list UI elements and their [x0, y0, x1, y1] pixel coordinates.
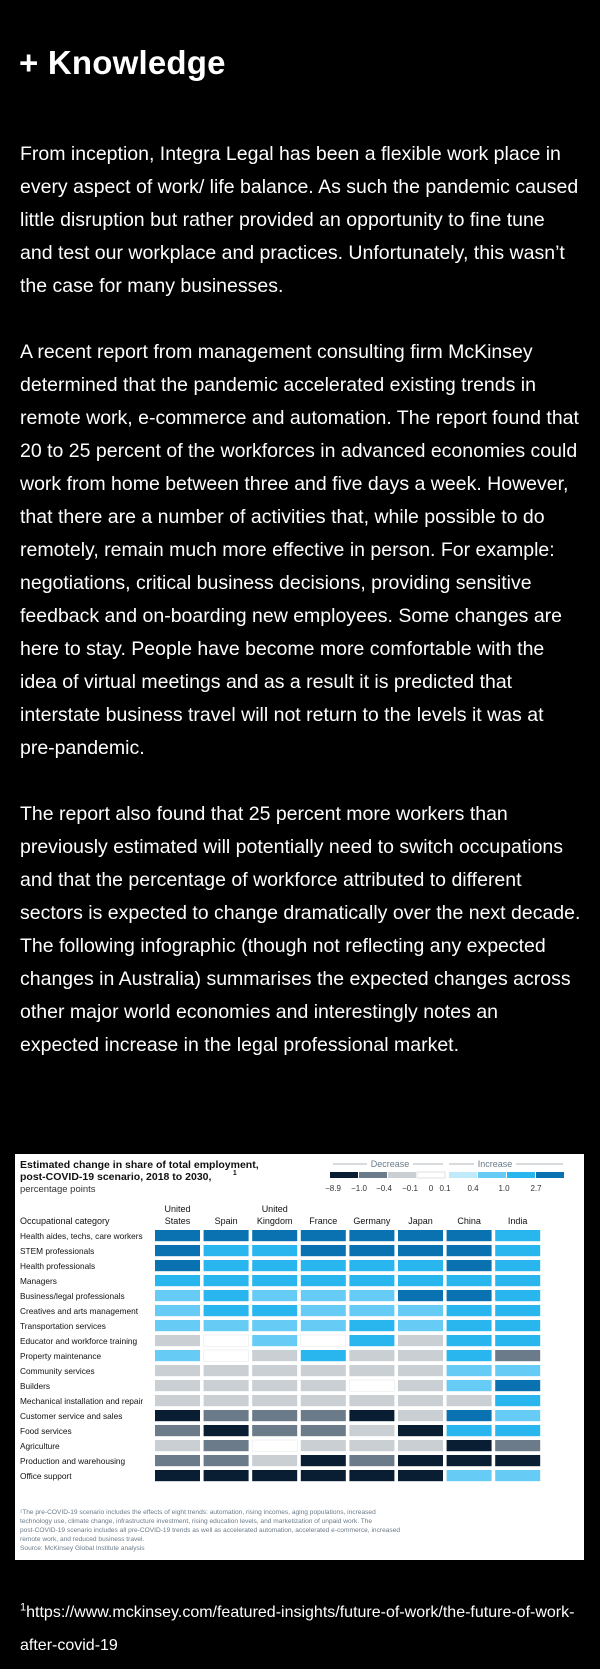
heatmap-cell	[155, 1290, 200, 1301]
heatmap-cell	[398, 1470, 443, 1481]
heatmap-cell	[204, 1350, 249, 1361]
heatmap-cell	[398, 1455, 443, 1466]
heatmap-cell	[252, 1395, 297, 1406]
heatmap-cell	[447, 1365, 492, 1376]
heatmap-cell	[301, 1455, 346, 1466]
heatmap-cell	[495, 1395, 540, 1406]
heatmap-cell	[204, 1245, 249, 1256]
heatmap-cell	[398, 1395, 443, 1406]
heatmap-cell	[447, 1290, 492, 1301]
heatmap-cell	[301, 1275, 346, 1286]
heatmap-cell	[398, 1320, 443, 1331]
heatmap-cell	[301, 1365, 346, 1376]
heatmap-cell	[447, 1260, 492, 1271]
heatmap-cell	[301, 1410, 346, 1421]
heatmap-cell	[447, 1425, 492, 1436]
heatmap-cell	[155, 1260, 200, 1271]
row-category-label: Property maintenance	[20, 1351, 102, 1361]
column-header: States	[164, 1216, 191, 1226]
heatmap-cell	[495, 1440, 540, 1451]
heatmap-cell	[204, 1425, 249, 1436]
heatmap-cell	[155, 1455, 200, 1466]
heatmap-cell	[301, 1440, 346, 1451]
heatmap-cell	[495, 1410, 540, 1421]
employment-change-infographic	[15, 1154, 584, 1560]
heatmap-cell	[301, 1380, 346, 1391]
heatmap-cell	[252, 1275, 297, 1286]
column-header: Spain	[214, 1216, 238, 1226]
heatmap-cell	[252, 1320, 297, 1331]
heatmap-cell	[155, 1275, 200, 1286]
heatmap-cell	[301, 1230, 346, 1241]
footnote-mark: 1	[20, 1601, 27, 1614]
heatmap-cell	[447, 1305, 492, 1316]
heatmap-cell	[301, 1320, 346, 1331]
heatmap-cell	[155, 1365, 200, 1376]
heatmap-cell	[155, 1440, 200, 1451]
heatmap-cell	[495, 1335, 540, 1346]
legend-tick-label: −0.4	[376, 1184, 392, 1193]
heatmap-cell	[204, 1380, 249, 1391]
legend-tick-label: −0.1	[402, 1184, 418, 1193]
page-heading: + Knowledge	[19, 44, 226, 81]
heatmap-cell	[155, 1380, 200, 1391]
heatmap-cell	[252, 1290, 297, 1301]
heatmap-cell	[155, 1470, 200, 1481]
heatmap-cell	[204, 1230, 249, 1241]
heatmap-cell	[155, 1410, 200, 1421]
heatmap-cell	[204, 1275, 249, 1286]
legend-swatch	[536, 1172, 564, 1178]
heatmap-cell	[155, 1320, 200, 1331]
row-category-label: Food services	[20, 1426, 72, 1436]
legend-swatch	[449, 1172, 477, 1178]
heatmap-cell	[252, 1425, 297, 1436]
legend-tick-label: 2.7	[530, 1184, 542, 1193]
chart-title-line: post-COVID-19 scenario, 2018 to 2030,	[20, 1171, 212, 1183]
heatmap-cell	[204, 1410, 249, 1421]
heatmap-cell	[398, 1260, 443, 1271]
legend-swatch	[478, 1172, 506, 1178]
heatmap-cell	[155, 1350, 200, 1361]
heatmap-cell	[155, 1230, 200, 1241]
heatmap-cell	[155, 1425, 200, 1436]
row-category-label: Managers	[20, 1276, 57, 1286]
article-paragraph: A recent report from management consulting firm McKinsey determined that the pandemic accelerated existing trends in remote work, e-commerce and automation. The report found that 20 to 25 percent of the workforces in advanced economies could work from home between three and five days a week. However, that there are a number of activities that, while possible to do remotely, remain much more effective in person. For example: negotiations, critical business decisions, providing sensitive feedback and on-boarding new employees. Some changes are here to stay. People have become more comfortable with the idea of virtual meetings and as a result it is predicted that interstate business travel will not return to the levels it was at pre-pandemic.	[20, 341, 579, 759]
heatmap-cell	[252, 1470, 297, 1481]
heatmap-cell	[204, 1335, 249, 1346]
heatmap-cell	[447, 1275, 492, 1286]
row-category-label: Creatives and arts management	[20, 1306, 139, 1316]
heatmap-cell	[252, 1260, 297, 1271]
row-category-label: Community services	[20, 1366, 95, 1376]
heatmap-cell	[155, 1305, 200, 1316]
row-category-label: Health professionals	[20, 1261, 96, 1271]
legend-tick-label: 0.1	[439, 1184, 451, 1193]
row-category-label: Production and warehousing	[20, 1456, 126, 1466]
heatmap-cell	[349, 1305, 394, 1316]
heatmap-cell	[301, 1305, 346, 1316]
heatmap-cell	[398, 1275, 443, 1286]
heatmap-cell	[349, 1440, 394, 1451]
heatmap-cell	[447, 1410, 492, 1421]
legend-swatch	[388, 1172, 416, 1178]
heatmap-cell	[495, 1305, 540, 1316]
column-header: Japan	[408, 1216, 433, 1226]
heatmap-cell	[398, 1305, 443, 1316]
legend-swatch	[359, 1172, 387, 1178]
heatmap-cell	[204, 1365, 249, 1376]
heatmap-cell	[252, 1365, 297, 1376]
heatmap-cell	[349, 1320, 394, 1331]
heatmap-cell	[495, 1260, 540, 1271]
article-paragraph: The report also found that 25 percent more workers than previously estimated will potentially need to switch occupations and that the percentage of workforce attributed to different sectors is expected to change dramatically over the next decade. The following infographic (though not reflecting any expected changes in Australia) summarises the expected changes across other major world economies and interestingly notes an expected increase in the legal professional market.	[20, 803, 581, 1056]
heatmap-cell	[447, 1230, 492, 1241]
heatmap-cell	[301, 1395, 346, 1406]
footnote-link[interactable]: https://www.mckinsey.com/featured-insights/future-of-work/the-future-of-work-after-covid-19	[20, 1604, 575, 1654]
row-category-label: Agriculture	[20, 1441, 60, 1451]
heatmap-cell	[349, 1350, 394, 1361]
heatmap-cell	[155, 1335, 200, 1346]
heatmap-cell	[301, 1470, 346, 1481]
heatmap-cell	[301, 1350, 346, 1361]
heatmap-cell	[447, 1470, 492, 1481]
heatmap-cell	[398, 1425, 443, 1436]
heatmap-cell	[204, 1395, 249, 1406]
heatmap-cell	[398, 1245, 443, 1256]
heatmap-cell	[398, 1410, 443, 1421]
heatmap-cell	[495, 1425, 540, 1436]
heatmap-cell	[252, 1380, 297, 1391]
chart-note-line: post-COVID-19 scenario includes all pre-COVID-19 trends as well as accelerated automation, accelerated e-commerce, increased	[20, 1527, 401, 1534]
footnote	[20, 1596, 580, 1662]
chart-title-line: Estimated change in share of total employment,	[20, 1159, 259, 1171]
heatmap-cell	[204, 1260, 249, 1271]
legend-tick-label: 0	[428, 1184, 434, 1193]
row-category-label: STEM professionals	[20, 1246, 95, 1256]
heatmap-cell	[398, 1350, 443, 1361]
heatmap-cell	[398, 1365, 443, 1376]
heatmap-cell	[495, 1290, 540, 1301]
legend-swatch	[507, 1172, 535, 1178]
heatmap-cell	[252, 1410, 297, 1421]
heatmap-cell	[252, 1455, 297, 1466]
legend-tick-label: 0.4	[467, 1184, 479, 1193]
heatmap-cell	[447, 1395, 492, 1406]
legend-tick-label: 1.0	[498, 1184, 510, 1193]
heatmap-cell	[447, 1335, 492, 1346]
heatmap-cell	[398, 1290, 443, 1301]
row-axis-header: Occupational category	[20, 1216, 110, 1226]
heatmap-cell	[349, 1425, 394, 1436]
heatmap-cell	[447, 1440, 492, 1451]
heatmap-cell	[301, 1425, 346, 1436]
heatmap-cell	[301, 1260, 346, 1271]
row-category-label: Office support	[20, 1471, 72, 1481]
legend-swatch	[417, 1172, 445, 1178]
heatmap-cell	[349, 1230, 394, 1241]
heatmap-cell	[398, 1380, 443, 1391]
heatmap-cell	[349, 1245, 394, 1256]
row-category-label: Builders	[20, 1381, 50, 1391]
heatmap-cell	[495, 1470, 540, 1481]
column-header: India	[507, 1216, 528, 1226]
heatmap-cell	[349, 1335, 394, 1346]
legend-increase-label: Increase	[477, 1159, 513, 1169]
heatmap-cell	[447, 1320, 492, 1331]
heatmap-cell	[204, 1455, 249, 1466]
heatmap-cell	[252, 1440, 297, 1451]
heatmap-cell	[301, 1245, 346, 1256]
heatmap-cell	[495, 1365, 540, 1376]
column-header: Kingdom	[256, 1216, 293, 1226]
heatmap-cell	[252, 1350, 297, 1361]
column-header: France	[309, 1216, 338, 1226]
heatmap-cell	[495, 1245, 540, 1256]
heatmap-cell	[349, 1275, 394, 1286]
chart-source: Source: McKinsey Global Institute analysis	[20, 1545, 145, 1552]
heatmap-cell	[495, 1380, 540, 1391]
heatmap-cell	[252, 1230, 297, 1241]
column-header: China	[457, 1216, 481, 1226]
row-category-label: Business/legal professionals	[20, 1291, 125, 1301]
heatmap-cell	[349, 1260, 394, 1271]
heatmap-cell	[398, 1440, 443, 1451]
heatmap-cell	[349, 1380, 394, 1391]
article-paragraph: From inception, Integra Legal has been a flexible work place in every aspect of work/ life balance. As such the pandemic caused little disruption but rather provided an opportunity to fine tune and test our workplace and practices. Unfortunately, this wasn’t the case for many businesses.	[20, 143, 579, 297]
heatmap-cell	[398, 1335, 443, 1346]
heatmap-cell	[447, 1380, 492, 1391]
heatmap-cell	[155, 1395, 200, 1406]
legend-tick-label: −1.0	[351, 1184, 367, 1193]
heatmap-cell	[447, 1245, 492, 1256]
chart-note-line: remote work, and reduced business travel.	[20, 1536, 145, 1543]
row-category-label: Customer service and sales	[20, 1411, 123, 1421]
chart-subtitle: percentage points	[20, 1184, 96, 1195]
heatmap-cell	[204, 1440, 249, 1451]
heatmap-cell	[349, 1470, 394, 1481]
heatmap-cell	[204, 1470, 249, 1481]
row-category-label: Mechanical installation and repair	[20, 1396, 144, 1406]
legend-swatch	[330, 1172, 358, 1178]
heatmap-cell	[252, 1245, 297, 1256]
heatmap-cell	[349, 1395, 394, 1406]
heatmap-cell	[252, 1335, 297, 1346]
heatmap-cell	[155, 1245, 200, 1256]
heatmap-cell	[252, 1305, 297, 1316]
heatmap-chart	[15, 1154, 584, 1560]
heatmap-cell	[204, 1320, 249, 1331]
row-category-label: Educator and workforce training	[20, 1336, 138, 1346]
column-header: United	[164, 1204, 191, 1214]
article-body	[20, 138, 582, 1095]
chart-note-line: technology use, climate change, infrastructure investment, rising education levels, and marketization of unpaid work. The	[20, 1518, 373, 1525]
column-header: Germany	[353, 1216, 391, 1226]
chart-title-superscript: 1	[232, 1170, 237, 1177]
heatmap-cell	[301, 1290, 346, 1301]
chart-note-line: ¹The pre-COVID-19 scenario includes the effects of eight trends: automation, rising incomes, aging populations, increased	[20, 1509, 376, 1516]
row-category-label: Health aides, techs, care workers	[20, 1231, 143, 1241]
heatmap-cell	[301, 1335, 346, 1346]
legend-decrease-label: Decrease	[370, 1159, 410, 1169]
heatmap-cell	[204, 1305, 249, 1316]
heatmap-cell	[349, 1410, 394, 1421]
heatmap-cell	[447, 1350, 492, 1361]
heatmap-cell	[495, 1455, 540, 1466]
heatmap-cell	[495, 1350, 540, 1361]
heatmap-cell	[204, 1290, 249, 1301]
heatmap-cell	[398, 1230, 443, 1241]
heatmap-cell	[349, 1290, 394, 1301]
heatmap-cell	[495, 1230, 540, 1241]
heatmap-cell	[349, 1365, 394, 1376]
legend-tick-label: −8.9	[325, 1184, 341, 1193]
heatmap-cell	[349, 1455, 394, 1466]
column-header: United	[261, 1204, 288, 1214]
heatmap-cell	[495, 1320, 540, 1331]
heatmap-cell	[447, 1455, 492, 1466]
row-category-label: Transportation services	[20, 1321, 106, 1331]
heatmap-cell	[495, 1275, 540, 1286]
